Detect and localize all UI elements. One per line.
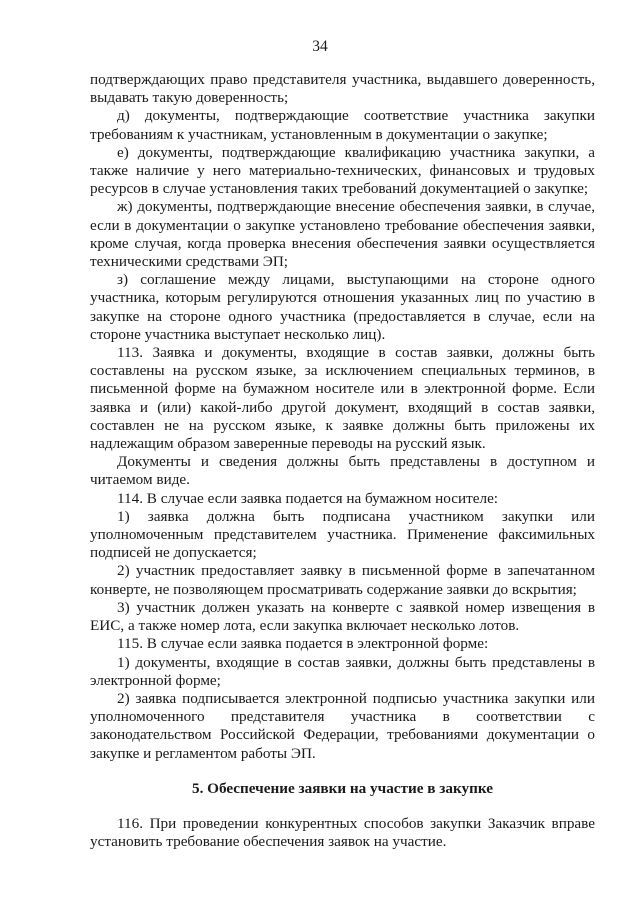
paragraph: 116. При проведении конкурентных способов закупки Заказчик вправе установить требование обеспечения заявок на участие. [90,814,595,851]
paragraph: 1) заявка должна быть подписана участником закупки или уполномоченным представителем участника. Применение факсимильных подписей не допускается; [90,507,595,562]
paragraph: 115. В случае если заявка подается в электронной форме: [117,635,489,653]
paragraph: 114. В случае если заявка подается на бумажном носителе: [117,489,499,507]
paragraph: з) соглашение между лицами, выступающими на стороне одного участника, которым регулируются отношения указанных лиц по участию в закупке на стороне одного участника (предоставляется в случае, если на стороне участника выступает несколько лиц). [90,271,595,343]
paragraph: 113. Заявка и документы, входящие в состав заявки, должны быть составлены на русском языке, за исключением специальных терминов, в письменной форме на бумажном носителе или в электронной форме. Если заявка и (или) какой-либо другой документ, входящий в состав заявки, составлен не на русском языке, к заявке должны быть приложены их надлежащим образом заверенные переводы на русский язык. [90,344,595,453]
page-number: 34 [312,38,328,55]
paragraph: ж) документы, подтверждающие внесение обеспечения заявки, в случае, если в документации о закупке установлено требование обеспечения заявки, кроме случая, когда проверка внесения обеспечения заявки осуществляется техническими средствами ЭП; [90,198,595,271]
paragraph: 2) участник предоставляет заявку в письменной форме в запечатанном конверте, не позволяющем просматривать содержание заявки до вскрытия; [90,562,595,598]
paragraph: д) документы, подтверждающие соответствие участника закупки требованиям к участникам, установленным в документации о закупке; [90,107,595,143]
paragraph: Документы и сведения должны быть представлены в доступном и читаемом виде. [90,453,595,489]
paragraph: 2) заявка подписывается электронной подписью участника закупки или уполномоченного представителя участника в соответствии с законодательством Российской Федерации, требованиями документации о закупке и регламентом работы ЭП. [90,689,595,762]
section-heading: 5. Обеспечение заявки на участие в закупке [191,779,493,797]
document-body [90,71,595,851]
paragraph: подтверждающих право представителя участника, выдавшего доверенность, выдавать такую доверенность; [90,71,595,107]
paragraph: 3) участник должен указать на конверте с заявкой номер извещения в ЕИС, а также номер лота, если закупка включает несколько лотов. [90,598,595,635]
paragraph: 1) документы, входящие в состав заявки, должны быть представлены в электронной форме; [90,653,595,689]
paragraph: е) документы, подтверждающие квалификацию участника закупки, а также наличие у него материально-технических, финансовых и трудовых ресурсов в случае установления таких требований документацией о закупке; [90,143,595,198]
